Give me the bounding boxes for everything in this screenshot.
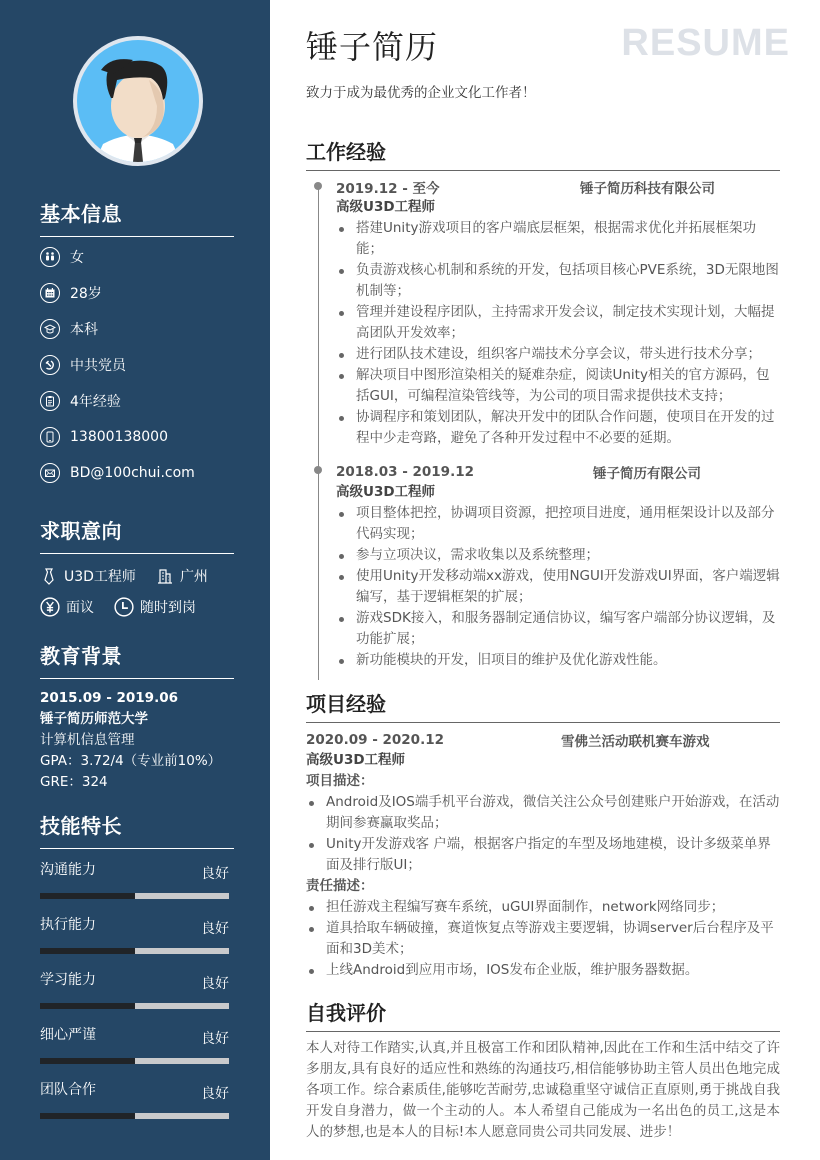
- job-company: 锤子简历科技有限公司: [580, 180, 715, 197]
- clipboard-icon: [40, 391, 60, 411]
- tie-icon: [40, 567, 58, 585]
- skill-name: 学习能力: [40, 972, 96, 988]
- skill-name: 团队合作: [40, 1082, 96, 1098]
- skill-bar-fill: [40, 893, 135, 899]
- timeline-dot: [314, 182, 322, 190]
- project-duty-item: 担任游戏主程编写赛车系统，uGUI界面制作，network网络同步；: [306, 897, 780, 918]
- intent-salary: 面议: [40, 597, 94, 617]
- job-bullet: 游戏SDK接入，和服务器制定通信协议，编写客户端部分协议逻辑，及功能扩展；: [336, 608, 780, 650]
- project-duty-item: 上线Android到应用市场，IOS发布企业版，维护服务器数据。: [306, 960, 780, 981]
- skill-item: [40, 1024, 229, 1064]
- phone-icon: [40, 427, 60, 447]
- skill-bar-fill: [40, 1113, 135, 1119]
- intent-availability: 随时到岗: [114, 597, 196, 617]
- motto: 致力于成为最优秀的企业文化工作者！: [306, 85, 536, 101]
- timeline-line: [318, 186, 319, 680]
- info-email: [40, 463, 195, 483]
- skill-bar: [40, 1058, 229, 1064]
- job-bullet: 管理并建设程序团队，主持需求开发会议，制定技术实现计划，大幅提高团队开发效率；: [336, 302, 780, 344]
- project-duty-label: 责任描述：: [306, 878, 374, 894]
- skill-bar-fill: [40, 948, 135, 954]
- section-title-work: 工作经验: [306, 136, 780, 171]
- skill-item: [40, 914, 229, 954]
- section-title-job-intent: 求职意向: [40, 515, 234, 554]
- job-bullet: 协调程序和策划团队，解决开发中的团队合作问题，使项目在开发的过程中少走弯路，避免了各种开发过程中不必要的延期。: [336, 407, 780, 449]
- info-value: 13800138000: [70, 429, 168, 445]
- project-name: 雪佛兰活动联机赛车游戏: [561, 733, 710, 750]
- skill-bar: [40, 948, 229, 954]
- project-desc-label: 项目描述：: [306, 773, 374, 789]
- info-value: 4年经验: [70, 394, 121, 410]
- resume-watermark: RESUME: [621, 22, 790, 64]
- education-school: 锤子简历师范大学: [40, 711, 148, 727]
- avatar: [73, 36, 203, 166]
- project-desc-item: Android及IOS端手机平台游戏，微信关注公众号创建账户开始游戏，在活动期间参赛赢取奖品；: [306, 792, 780, 834]
- job-bullet: 负责游戏核心机制和系统的开发，包括项目核心PVE系统，3D无限地图机制等；: [336, 260, 780, 302]
- section-title-basic-info: 基本信息: [40, 198, 234, 237]
- info-political-status: [40, 355, 126, 375]
- skill-item: [40, 1079, 229, 1119]
- skill-bar: [40, 893, 229, 899]
- job-bullets: [336, 218, 780, 449]
- job-entry: [336, 176, 780, 449]
- project-duty-item: 道具拾取车辆破撞，赛道恢复点等游戏主要逻辑，协调server后台程序及平面和3D美术；: [306, 918, 780, 960]
- project-duty-list: [306, 897, 780, 981]
- job-bullet: 搭建Unity游戏项目的客户端底层框架，根据需求优化并拓展框架功能；: [336, 218, 780, 260]
- job-bullet: 解决项目中图形渲染相关的疑难杂症，阅读Unity相关的官方源码，包括GUI，可编程渲染管线等，为公司的项目需求提供技术支持；: [336, 365, 780, 407]
- project-entry: [306, 729, 780, 981]
- job-company: 锤子简历有限公司: [593, 465, 701, 482]
- info-gender: [40, 247, 84, 267]
- job-bullet: 参与立项决议，需求收集以及系统整理；: [336, 545, 780, 566]
- info-age: [40, 283, 102, 303]
- section-title-self-eval: 自我评价: [306, 997, 780, 1032]
- job-bullet: 新功能模块的开发，旧项目的维护及优化游戏性能。: [336, 650, 780, 671]
- skill-level: 良好: [201, 866, 229, 882]
- info-value: BD@100chui.com: [70, 465, 195, 481]
- skill-bar: [40, 1113, 229, 1119]
- timeline-dot: [314, 466, 322, 474]
- info-value: 中共党员: [70, 358, 126, 374]
- building-icon: [156, 567, 174, 585]
- clock-icon: [114, 597, 134, 617]
- education-period: 2015.09 - 2019.06: [40, 690, 178, 706]
- skill-level: 良好: [201, 921, 229, 937]
- party-emblem-icon: [40, 355, 60, 375]
- avatar-portrait-icon: [77, 40, 199, 162]
- resume-name: 锤子简历: [306, 28, 439, 66]
- graduation-cap-icon: [40, 319, 60, 339]
- job-entry: [336, 461, 780, 671]
- project-period: 2020.09 - 2020.12: [306, 731, 444, 748]
- yuan-icon: [40, 597, 60, 617]
- job-bullets: [336, 503, 780, 671]
- calendar-icon: [40, 283, 60, 303]
- skill-level: 良好: [201, 1086, 229, 1102]
- job-role: 高级U3D工程师: [336, 199, 436, 215]
- education-gre: GRE：324: [40, 774, 108, 790]
- education-gpa: GPA：3.72/4（专业前10%）: [40, 753, 222, 769]
- project-role: 高级U3D工程师: [306, 752, 406, 768]
- info-value: 女: [70, 250, 84, 266]
- skill-bar-fill: [40, 1058, 135, 1064]
- skill-bar-fill: [40, 1003, 135, 1009]
- mail-icon: [40, 463, 60, 483]
- skill-item: [40, 859, 229, 899]
- skill-name: 沟通能力: [40, 862, 96, 878]
- info-experience: [40, 391, 121, 411]
- job-period: 2019.12 - 至今: [336, 180, 440, 197]
- job-bullet: 进行团队技术建设，组织客户端技术分享会议，带头进行技术分享；: [336, 344, 780, 365]
- info-value: 28岁: [70, 286, 102, 302]
- intent-position: U3D工程师: [40, 566, 136, 586]
- info-phone: [40, 427, 168, 447]
- skill-level: 良好: [201, 976, 229, 992]
- section-title-projects: 项目经验: [306, 688, 780, 723]
- gender-icon: [40, 247, 60, 267]
- skill-item: [40, 969, 229, 1009]
- skill-level: 良好: [201, 1031, 229, 1047]
- project-desc-list: [306, 792, 780, 876]
- intent-row-2: [40, 597, 210, 617]
- intent-row-1: [40, 566, 222, 586]
- section-title-education: 教育背景: [40, 640, 234, 679]
- intent-city: 广州: [156, 566, 208, 586]
- info-value: 本科: [70, 322, 98, 338]
- job-bullet: 项目整体把控，协调项目资源，把控项目进度，通用框架设计以及部分代码实现；: [336, 503, 780, 545]
- job-bullet: 使用Unity开发移动端xx游戏，使用NGUI开发游戏UI界面，客户端逻辑编写，基于逻辑框架的扩展；: [336, 566, 780, 608]
- education-block: [40, 688, 221, 793]
- skill-name: 执行能力: [40, 917, 96, 933]
- sidebar: [0, 0, 270, 1160]
- job-period: 2018.03 - 2019.12: [336, 463, 474, 480]
- info-degree: [40, 319, 98, 339]
- education-major: 计算机信息管理: [40, 732, 135, 748]
- skill-bar: [40, 1003, 229, 1009]
- project-desc-item: Unity开发游戏客 户端，根据客户指定的车型及场地建模，设计多级菜单界面及排行版UI；: [306, 834, 780, 876]
- section-title-skills: 技能特长: [40, 810, 234, 849]
- job-role: 高级U3D工程师: [336, 484, 436, 500]
- skill-name: 细心严谨: [40, 1027, 96, 1043]
- self-eval-text: 本人对待工作踏实,认真,并且极富工作和团队精神,因此在工作和生活中结交了许多朋友,具有良好的适应性和熟练的沟通技巧,相信能够协助主管人员出色地完成各项工作。综合素质佳,能够吃苦耐劳,忠诚稳重坚守诚信正直原则,勇于挑战自我开发自身潜力，做一个主动的人。本人希望自己能成为一名出色的员工,这是本人的梦想,也是本人的目标!本人愿意同贵公司共同发展、进步！: [306, 1040, 780, 1140]
